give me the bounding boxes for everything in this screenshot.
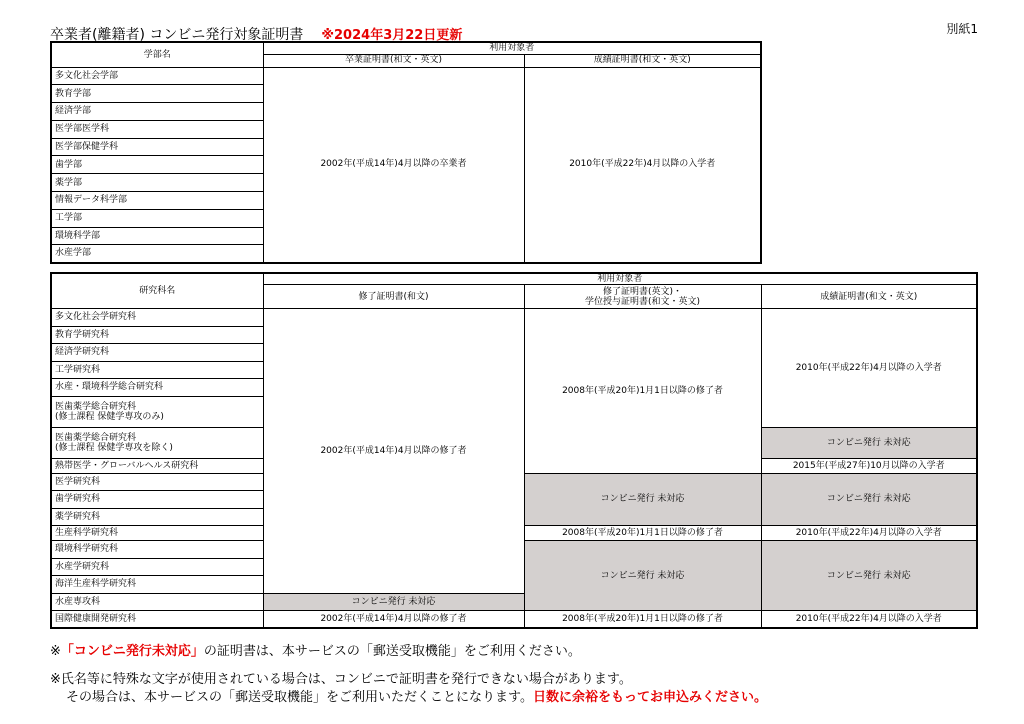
master-en-header: 修了証明書(英文)・ 学位授与証明書(和文・英文) (524, 285, 761, 309)
course-row: 薬学研究科 (51, 508, 263, 526)
grade-2015: 2015年(平成27年)10月以降の入学者 (761, 458, 977, 473)
target-group-header: 利用対象者 (263, 42, 761, 54)
course-row: 水産・環境科学総合研究科 (51, 379, 263, 397)
course-row: 海洋生産科学研究科 (51, 576, 263, 594)
course-row: 医学研究科 (51, 473, 263, 491)
faculty-row: 薬学部 (51, 174, 263, 192)
course-row: 多文化社会学研究科 (51, 309, 263, 327)
note-1-highlight: 「コンビニ発行未対応」 (60, 644, 204, 659)
grade-2010: 2010年(平成22年)4月以降の入学者 (761, 611, 977, 629)
faculty-row: 多文化社会学部 (51, 67, 263, 85)
master-ja-header: 修了証明書(和文) (263, 285, 524, 309)
course-row: 水産学研究科 (51, 558, 263, 576)
course-row: 環境科学研究科 (51, 541, 263, 559)
master-ja-2002: 2002年(平成14年)4月以降の修了者 (263, 309, 524, 594)
grade-2010: 2010年(平成22年)4月以降の入学者 (761, 526, 977, 541)
title-text: 卒業者(離籍者) コンビニ発行対象証明書 (50, 27, 304, 43)
master-en-2008: 2008年(平成20年)1月1日以降の修了者 (524, 526, 761, 541)
grad-cert-header: 卒業証明書(和文・英文) (263, 54, 524, 67)
master-en-2008: 2008年(平成20年)1月1日以降の修了者 (524, 309, 761, 474)
faculty-table (50, 41, 762, 264)
note-2-highlight: 日数に余裕をもってお申込みください。 (532, 690, 767, 705)
note-1: ※「コンビニ発行未対応」の証明書は、本サービスの「郵送受取機能」をご利用ください。 (50, 644, 581, 659)
faculty-row: 医学部医学科 (51, 120, 263, 138)
grade-unsupported: コンビニ発行 未対応 (761, 541, 977, 611)
faculty-row: 医学部保健学科 (51, 138, 263, 156)
course-row: 生産科学研究科 (51, 526, 263, 541)
course-row: 医歯薬学総合研究科 (修士課程 保健学専攻を除く) (51, 427, 263, 458)
grade-cert-header: 成績証明書(和文・英文) (524, 54, 761, 67)
faculty-row: 工学部 (51, 209, 263, 227)
update-date: ※2024年3月22日更新 (321, 28, 463, 43)
course-row: 水産専攻科 (51, 593, 263, 611)
course-header: 研究科名 (51, 273, 263, 309)
grade-cert-value: 2010年(平成22年)4月以降の入学者 (524, 67, 761, 263)
course-row: 歯学研究科 (51, 491, 263, 509)
faculty-row: 教育学部 (51, 85, 263, 103)
graduate-table (50, 272, 978, 629)
target-group-header: 利用対象者 (263, 273, 977, 285)
faculty-row: 経済学部 (51, 103, 263, 121)
note-2-line-2: その場合は、本サービスの「郵送受取機能」をご利用いただくことになります。日数に余裕をもってお申込みください。 (66, 690, 767, 705)
master-en-unsupported: コンビニ発行 未対応 (524, 473, 761, 526)
course-row: 教育学研究科 (51, 326, 263, 344)
faculty-row: 歯学部 (51, 156, 263, 174)
master-ja-2002: 2002年(平成14年)4月以降の修了者 (263, 611, 524, 629)
faculty-row: 水産学部 (51, 245, 263, 263)
faculty-header: 学部名 (51, 42, 263, 67)
grade-unsupported: コンビニ発行 未対応 (761, 427, 977, 458)
grade-unsupported: コンビニ発行 未対応 (761, 473, 977, 526)
course-row: 医歯薬学総合研究科 (修士課程 保健学専攻のみ) (51, 396, 263, 427)
faculty-row: 情報データ科学部 (51, 192, 263, 210)
course-row: 経済学研究科 (51, 344, 263, 362)
master-en-2008: 2008年(平成20年)1月1日以降の修了者 (524, 611, 761, 629)
course-row: 熱帯医学・グローバルヘルス研究科 (51, 458, 263, 473)
master-ja-unsupported: コンビニ発行 未対応 (263, 593, 524, 611)
grade-2010: 2010年(平成22年)4月以降の入学者 (761, 309, 977, 428)
annex-label: 別紙1 (946, 22, 978, 36)
note-2-line-1: ※氏名等に特殊な文字が使用されている場合は、コンビニで証明書を発行できない場合があります。 (50, 672, 632, 687)
master-en-unsupported: コンビニ発行 未対応 (524, 541, 761, 611)
grade-cert-header: 成績証明書(和文・英文) (761, 285, 977, 309)
course-row: 国際健康開発研究科 (51, 611, 263, 629)
faculty-row: 環境科学部 (51, 227, 263, 245)
grad-cert-value: 2002年(平成14年)4月以降の卒業者 (263, 67, 524, 263)
course-row: 工学研究科 (51, 361, 263, 379)
